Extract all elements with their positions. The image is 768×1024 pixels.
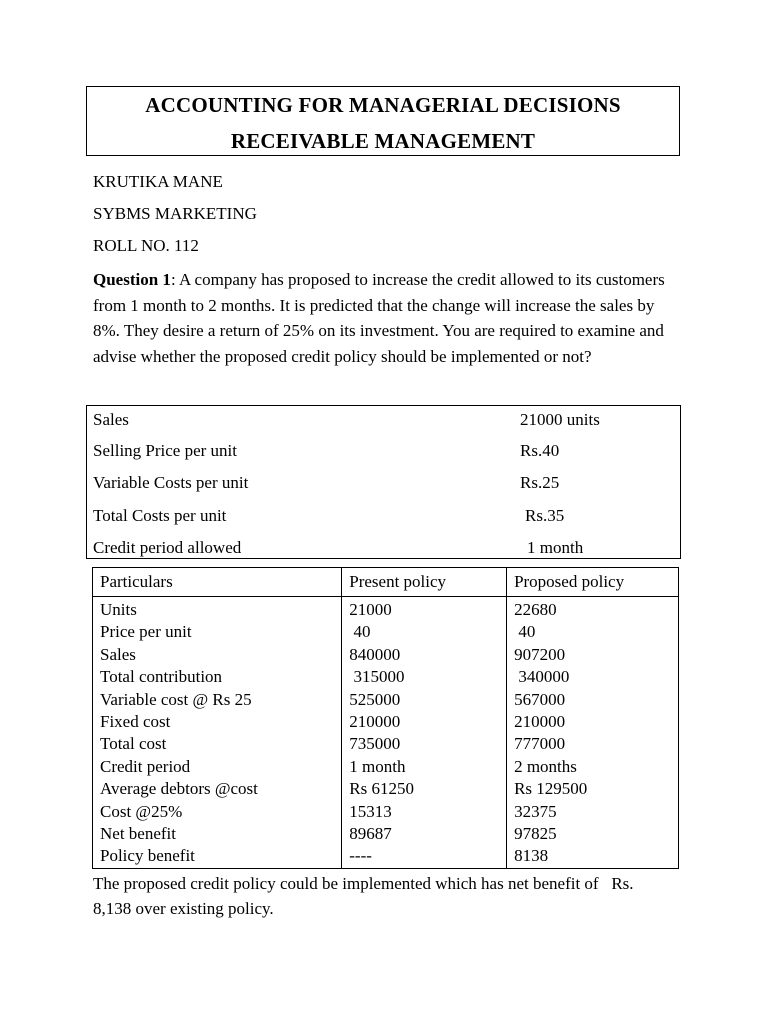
- question-paragraph: [93, 267, 683, 369]
- table-row: [93, 823, 679, 845]
- cell-particular: Total contribution: [93, 666, 342, 688]
- table-row: [93, 666, 679, 688]
- cell-present: ----: [342, 845, 507, 868]
- cell-particular: Cost @25%: [93, 801, 342, 823]
- cell-particular: Average debtors @cost: [93, 778, 342, 800]
- given-label: Sales: [93, 410, 129, 429]
- table-row: [93, 756, 679, 778]
- cell-proposed: Rs 129500: [507, 778, 679, 800]
- cell-present: 89687: [342, 823, 507, 845]
- given-row-variable-costs: [93, 473, 673, 497]
- given-value: Rs.25: [520, 473, 560, 492]
- cell-particular: Units: [93, 597, 342, 622]
- cell-particular: Sales: [93, 644, 342, 666]
- cell-present: 840000: [342, 644, 507, 666]
- cell-proposed: 210000: [507, 711, 679, 733]
- header-proposed-policy: Proposed policy: [507, 568, 679, 597]
- cell-proposed: 2 months: [507, 756, 679, 778]
- header-present-policy: Present policy: [342, 568, 507, 597]
- cell-present: 15313: [342, 801, 507, 823]
- given-value: 21000 units: [520, 410, 600, 429]
- table-row: [93, 733, 679, 755]
- given-value: Rs.40: [520, 441, 560, 460]
- cell-particular: Variable cost @ Rs 25: [93, 689, 342, 711]
- cell-proposed: 22680: [507, 597, 679, 622]
- policy-comparison-table: [92, 567, 679, 869]
- cell-particular: Credit period: [93, 756, 342, 778]
- given-row-total-costs: [93, 506, 673, 530]
- given-value: Rs.35: [525, 506, 565, 525]
- cell-particular: Price per unit: [93, 621, 342, 643]
- document-subtitle: RECEIVABLE MANAGEMENT: [230, 129, 536, 153]
- given-label: Selling Price per unit: [93, 441, 238, 460]
- question-label: Question 1: [93, 270, 171, 289]
- cell-particular: Net benefit: [93, 823, 342, 845]
- table-row: [93, 689, 679, 711]
- student-course: SYBMS MARKETING: [93, 204, 257, 223]
- cell-present: 315000: [342, 666, 507, 688]
- table-row: [93, 801, 679, 823]
- table-row: [93, 778, 679, 800]
- table-row: [93, 597, 679, 622]
- cell-present: 525000: [342, 689, 507, 711]
- cell-proposed: 40: [507, 621, 679, 643]
- table-row: [93, 711, 679, 733]
- given-data-box: [86, 405, 681, 559]
- student-roll: ROLL NO. 112: [93, 236, 199, 255]
- cell-proposed: 8138: [507, 845, 679, 868]
- title-box: [86, 86, 680, 156]
- given-label: Total Costs per unit: [93, 506, 227, 525]
- conclusion-text: The proposed credit policy could be implemented which has net benefit of Rs. 8,138 over existing policy.: [93, 874, 638, 918]
- cell-particular: Total cost: [93, 733, 342, 755]
- header-particulars: Particulars: [93, 568, 342, 597]
- cell-particular: Policy benefit: [93, 845, 342, 868]
- given-label: Variable Costs per unit: [93, 473, 249, 492]
- cell-proposed: 97825: [507, 823, 679, 845]
- cell-proposed: 777000: [507, 733, 679, 755]
- given-row-selling-price: [93, 441, 673, 465]
- cell-present: 210000: [342, 711, 507, 733]
- given-row-credit-period: [93, 538, 673, 562]
- document-title: ACCOUNTING FOR MANAGERIAL DECISIONS: [145, 93, 621, 117]
- table-row: [93, 644, 679, 666]
- cell-proposed: 340000: [507, 666, 679, 688]
- cell-proposed: 907200: [507, 644, 679, 666]
- question-text: : A company has proposed to increase the credit allowed to its customers from 1 month to 2 months. It is predicted that the change will increase the sales by 8%. They desire a return of 25% on its investment. You are required to examine and advise whether the proposed credit policy should be implemented or not?: [93, 270, 665, 366]
- cell-particular: Fixed cost: [93, 711, 342, 733]
- cell-present: Rs 61250: [342, 778, 507, 800]
- cell-proposed: 567000: [507, 689, 679, 711]
- given-value: 1 month: [527, 538, 584, 557]
- cell-present: 1 month: [342, 756, 507, 778]
- cell-present: 21000: [342, 597, 507, 622]
- student-name: KRUTIKA MANE: [93, 172, 223, 191]
- given-row-sales: [93, 410, 673, 434]
- cell-present: 735000: [342, 733, 507, 755]
- cell-present: 40: [342, 621, 507, 643]
- table-row: [93, 621, 679, 643]
- given-label: Credit period allowed: [93, 538, 242, 557]
- table-row: [93, 845, 679, 868]
- cell-proposed: 32375: [507, 801, 679, 823]
- table-header-row: [93, 568, 679, 597]
